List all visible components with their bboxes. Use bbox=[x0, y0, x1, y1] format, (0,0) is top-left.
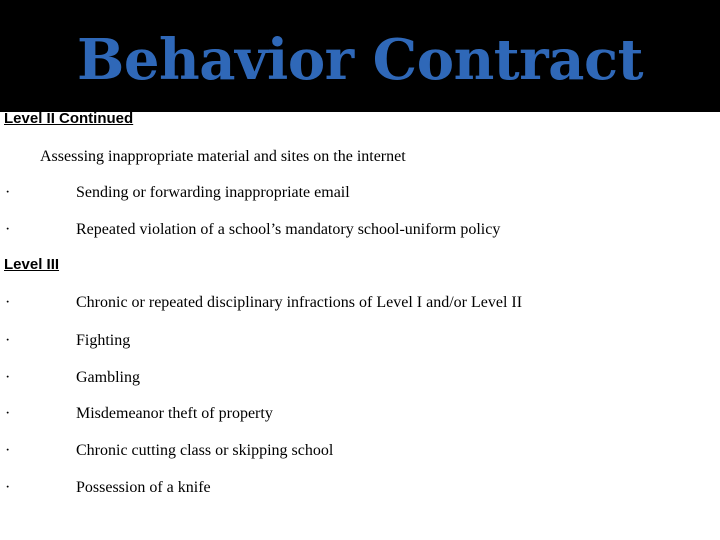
bullet-dot-icon: · bbox=[5, 184, 11, 201]
list-item bbox=[0, 403, 720, 425]
list-item bbox=[0, 330, 720, 352]
list-item-text: Chronic or repeated disciplinary infractions of Level I and/or Level II bbox=[76, 294, 523, 311]
page-title: Behavior Contract bbox=[77, 27, 643, 93]
bullet-dot-icon: · bbox=[5, 405, 11, 422]
list-item bbox=[0, 440, 720, 462]
list-item-text: Assessing inappropriate material and sites on the internet bbox=[40, 148, 406, 165]
list-item bbox=[0, 477, 720, 499]
list-item-text: Sending or forwarding inappropriate email bbox=[76, 184, 350, 201]
list-item-text: Possession of a knife bbox=[76, 479, 211, 496]
list-item bbox=[0, 292, 720, 314]
list-item bbox=[0, 182, 720, 204]
list-item bbox=[0, 367, 720, 389]
bullet-dot-icon: · bbox=[5, 369, 11, 386]
bullet-dot-icon: · bbox=[5, 294, 11, 311]
list-item-text: Chronic cutting class or skipping school bbox=[76, 442, 334, 459]
section-heading-level-3: Level III bbox=[4, 256, 60, 273]
list-item bbox=[0, 219, 720, 241]
bullet-dot-icon: · bbox=[5, 221, 11, 238]
list-item bbox=[0, 146, 720, 168]
list-item-text: Repeated violation of a school’s mandatory school-uniform policy bbox=[76, 221, 501, 238]
list-item-text: Fighting bbox=[76, 332, 131, 349]
list-item-text: Gambling bbox=[76, 369, 140, 386]
bullet-dot-icon: · bbox=[5, 332, 11, 349]
list-item-text: Misdemeanor theft of property bbox=[76, 405, 273, 422]
bullet-dot-icon: · bbox=[5, 442, 11, 459]
section-heading-level-2-continued: Level II Continued bbox=[4, 110, 134, 127]
bullet-dot-icon: · bbox=[5, 479, 11, 496]
